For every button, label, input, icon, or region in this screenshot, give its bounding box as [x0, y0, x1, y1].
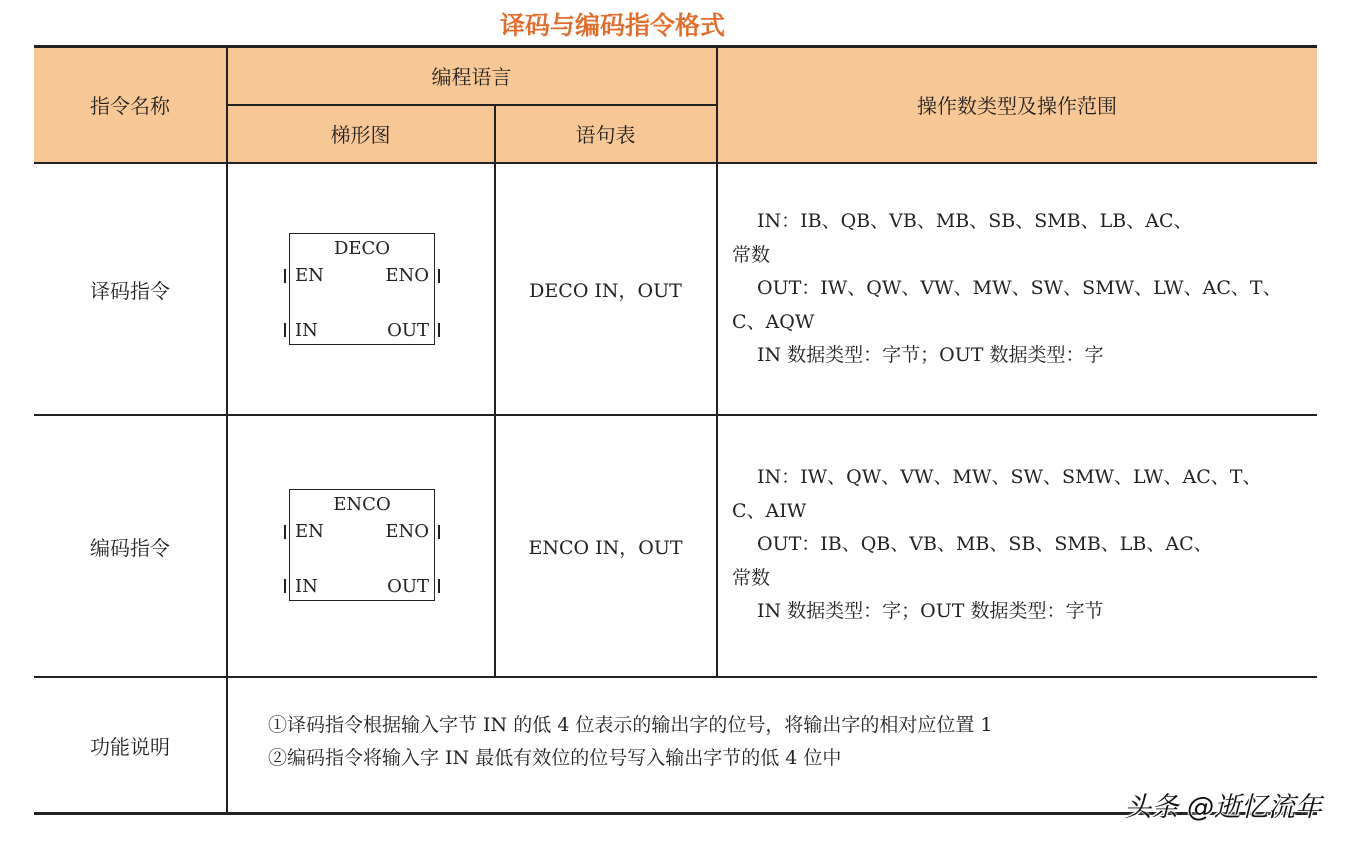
header-operand-types: 操作数类型及操作范围: [917, 94, 1117, 118]
pin-in-tick: [284, 579, 286, 593]
function-description: [268, 709, 1298, 775]
header-programming-language: 编程语言: [431, 65, 512, 89]
stl-deco: DECO IN，OUT: [529, 279, 682, 302]
pin-out-label: OUT: [387, 320, 429, 341]
function-label: 功能说明: [90, 734, 170, 759]
operand-line: OUT：IB、QB、VB、MB、SB、SMB、LB、AC、: [757, 533, 1213, 555]
header-statement-list: 语句表: [575, 123, 636, 147]
pin-en-tick: [284, 269, 286, 283]
operand-line: OUT：IW、QW、VW、MW、SW、SMW、LW、AC、T、: [757, 277, 1282, 299]
box-title: DECO: [333, 238, 391, 259]
pin-en-label: EN: [295, 265, 324, 286]
function-line: ②编码指令将输入字 IN 最低有效位的位号写入输出字节的低 4 位中: [268, 747, 842, 769]
pin-out-tick: [438, 323, 440, 337]
header-instruction-name: 指令名称: [90, 94, 170, 118]
pin-in-label: IN: [295, 576, 318, 597]
instruction-table: [34, 45, 1317, 814]
ladder-block-deco: [227, 164, 494, 414]
pin-en-tick: [284, 525, 286, 539]
watermark: 头条 @逝忆流年: [1124, 792, 1322, 823]
operand-line: IN：IB、QB、VB、MB、SB、SMB、LB、AC、: [757, 210, 1193, 232]
pin-eno-label: ENO: [385, 521, 429, 542]
pin-eno-label: ENO: [385, 265, 429, 286]
operand-line: 常数: [732, 243, 771, 266]
ladder-block-enco: [227, 416, 494, 676]
operands-deco: [732, 205, 1312, 373]
operand-line: C、AIW: [732, 499, 807, 522]
operands-enco: [732, 461, 1312, 629]
page-title: 译码与编码指令格式: [499, 11, 725, 40]
stl-enco: ENCO IN，OUT: [528, 536, 683, 559]
function-line: ①译码指令根据输入字节 IN 的低 4 位表示的输出字的位号，将输出字的相对应位置 1: [268, 714, 993, 736]
row-name-decode: 译码指令: [90, 278, 170, 303]
operand-line: IN：IW、QW、VW、MW、SW、SMW、LW、AC、T、: [757, 466, 1262, 488]
box-title: ENCO: [333, 494, 391, 515]
row-name-encode: 编码指令: [90, 535, 170, 560]
pin-eno-tick: [438, 269, 440, 283]
operand-line: IN 数据类型：字；OUT 数据类型：字节: [757, 600, 1104, 622]
ladder-box: [289, 233, 435, 345]
pin-in-tick: [284, 323, 286, 337]
operand-line: 常数: [732, 566, 771, 589]
header-ladder-diagram: 梯形图: [330, 123, 391, 147]
ladder-box: [289, 489, 435, 601]
pin-out-tick: [438, 579, 440, 593]
pin-eno-tick: [438, 525, 440, 539]
pin-out-label: OUT: [387, 576, 429, 597]
pin-in-label: IN: [295, 320, 318, 341]
pin-en-label: EN: [295, 521, 324, 542]
operand-line: IN 数据类型：字节；OUT 数据类型：字: [757, 344, 1104, 366]
operand-line: C、AQW: [732, 310, 815, 333]
